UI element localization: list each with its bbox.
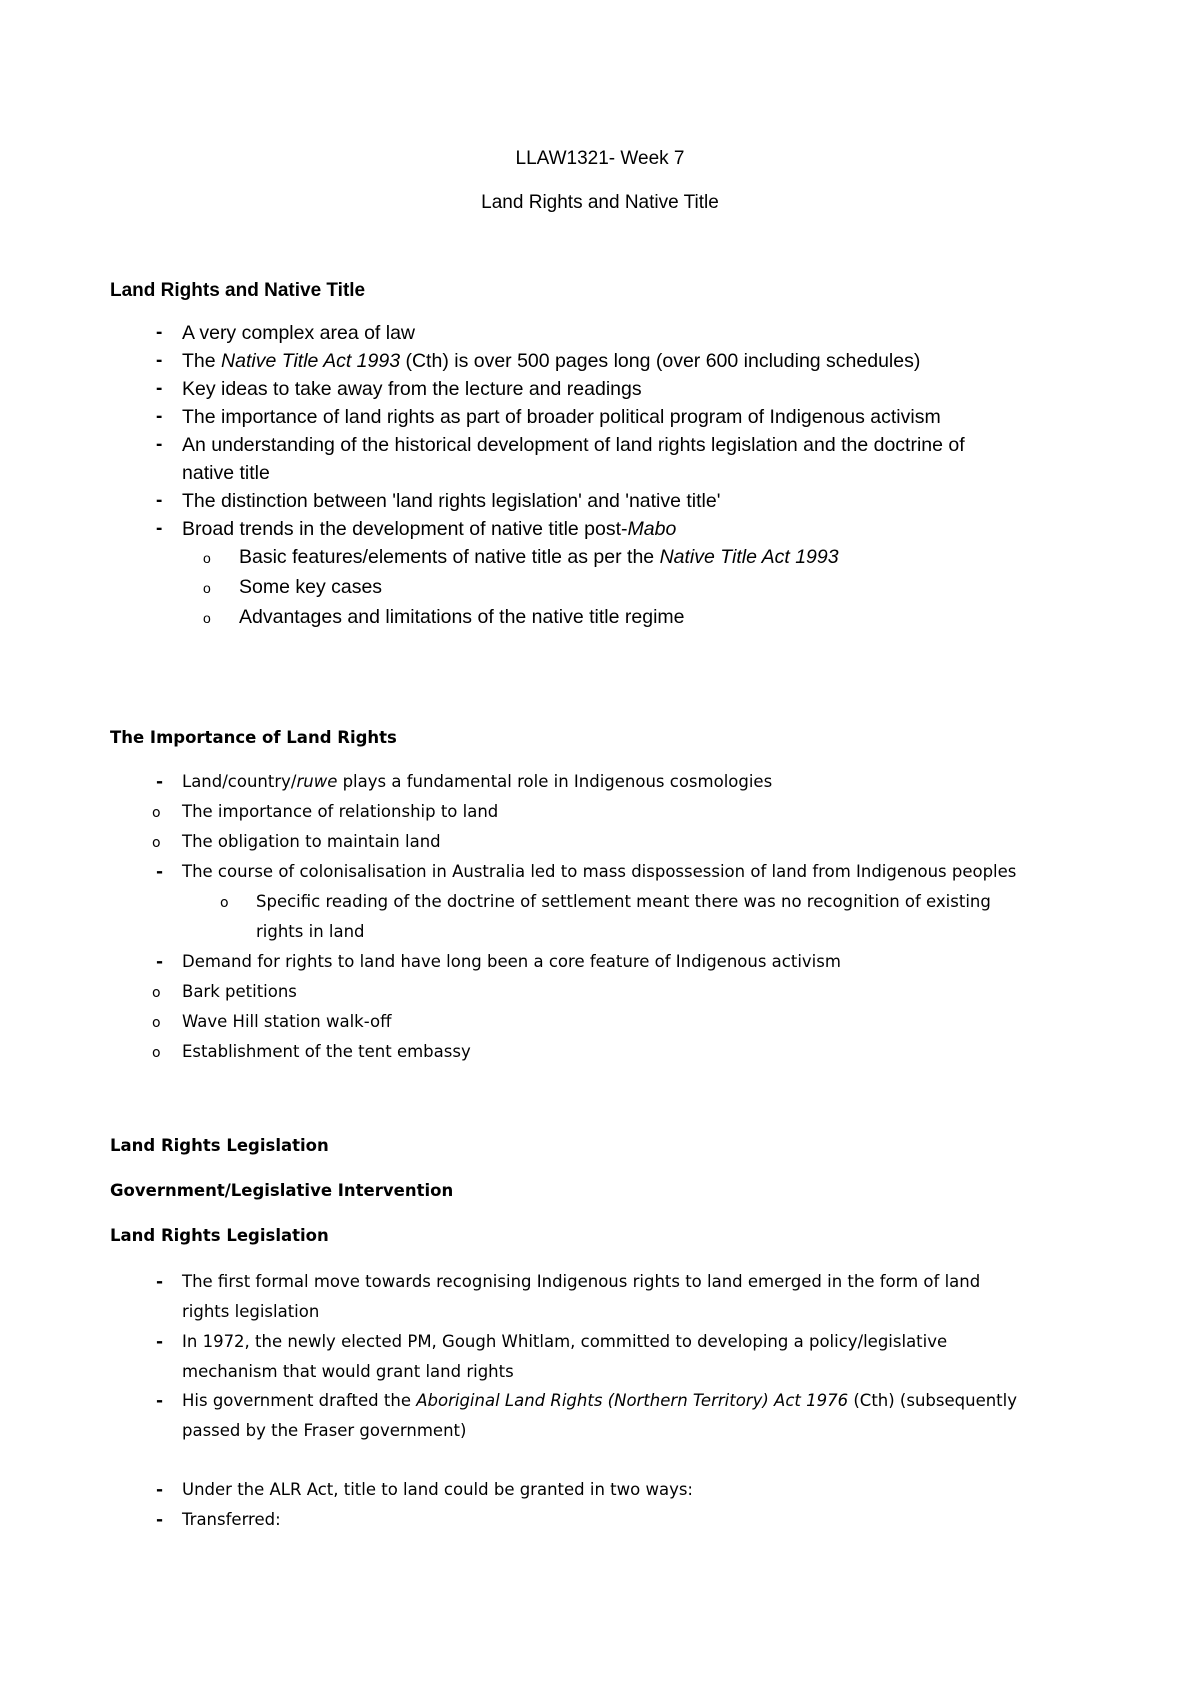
list-item — [0, 1480, 1200, 1506]
dash-marker: - — [156, 1510, 164, 1530]
list-item — [0, 1510, 1200, 1536]
dash-marker: - — [156, 406, 163, 427]
sub-list-item-continuation — [0, 922, 1200, 948]
list-item-text: His government drafted the Aboriginal Land Rights (Northern Territory) Act 1976 (Cth) (subsequently — [182, 1391, 1017, 1410]
page-subtitle: Land Rights and Native Title — [481, 192, 719, 213]
sub-list-item — [0, 892, 1200, 918]
list-item — [0, 832, 1200, 858]
section-heading-importance-of-land-rights: The Importance of Land Rights — [110, 728, 397, 747]
list-item — [0, 434, 1200, 460]
list-item-continuation — [0, 1302, 1200, 1328]
list-item-text: In 1972, the newly elected PM, Gough Whitlam, committed to developing a policy/legislative — [182, 1332, 948, 1351]
dash-marker: - — [156, 862, 164, 882]
list-item-text: Advantages and limitations of the native title regime — [239, 606, 685, 628]
section-heading-land-rights-native-title: Land Rights and Native Title — [110, 280, 366, 301]
list-item — [0, 952, 1200, 978]
circle-marker: o — [152, 1045, 161, 1061]
circle-marker: o — [203, 610, 211, 626]
sub-list-item — [0, 576, 1200, 602]
list-item-text: Broad trends in the development of native title post-Mabo — [182, 518, 677, 540]
list-item-text: Land/country/ruwe plays a fundamental role in Indigenous cosmologies — [182, 772, 773, 791]
list-item-text: Establishment of the tent embassy — [182, 1042, 471, 1061]
circle-marker: o — [152, 835, 161, 851]
list-item-text: The importance of land rights as part of broader political program of Indigenous activism — [182, 406, 941, 428]
list-item-text: Under the ALR Act, title to land could be granted in two ways: — [182, 1480, 693, 1499]
section-heading-land-rights-legislation-2: Land Rights Legislation — [110, 1226, 329, 1245]
dash-marker: - — [156, 1391, 164, 1411]
list-item — [0, 1391, 1200, 1417]
list-item — [0, 1012, 1200, 1038]
section-heading-land-rights-legislation: Land Rights Legislation — [110, 1136, 329, 1155]
list-item — [0, 350, 1200, 376]
list-item-text: The Native Title Act 1993 (Cth) is over 500 pages long (over 600 including schedules) — [182, 350, 921, 372]
list-item — [0, 982, 1200, 1008]
dash-marker: - — [156, 378, 163, 399]
list-item-text: rights in land — [256, 922, 365, 941]
dash-marker: - — [156, 490, 163, 511]
list-item-text: mechanism that would grant land rights — [182, 1362, 514, 1381]
section-heading-government-intervention: Government/Legislative Intervention — [110, 1181, 454, 1200]
dash-marker: - — [156, 322, 163, 343]
list-item-text: Bark petitions — [182, 982, 297, 1001]
circle-marker: o — [152, 985, 161, 1001]
list-item — [0, 1332, 1200, 1358]
dash-marker: - — [156, 952, 164, 972]
list-item — [0, 1272, 1200, 1298]
list-item-text: The obligation to maintain land — [182, 832, 441, 851]
list-item-text: The first formal move towards recognising Indigenous rights to land emerged in the form of land — [182, 1272, 981, 1291]
list-item — [0, 518, 1200, 544]
list-item-text: Some key cases — [239, 576, 383, 598]
sub-list-item — [0, 546, 1200, 572]
list-item — [0, 378, 1200, 404]
course-title: LLAW1321- Week 7 — [515, 148, 685, 169]
list-item-text: Key ideas to take away from the lecture and readings — [182, 378, 642, 400]
list-item-text: A very complex area of law — [182, 322, 416, 344]
list-item-text: Transferred: — [182, 1510, 281, 1529]
circle-marker: o — [203, 550, 211, 566]
list-item-text: passed by the Fraser government) — [182, 1421, 467, 1440]
sub-list-item — [0, 606, 1200, 632]
dash-marker: - — [156, 350, 163, 371]
list-item-continuation — [0, 462, 1200, 488]
list-item — [0, 490, 1200, 516]
list-item-text: rights legislation — [182, 1302, 320, 1321]
list-item-continuation — [0, 1362, 1200, 1388]
list-item-text: native title — [182, 462, 270, 484]
list-item — [0, 322, 1200, 348]
circle-marker: o — [220, 895, 229, 911]
dash-marker: - — [156, 1480, 164, 1500]
dash-marker: - — [156, 1272, 164, 1292]
list-item-text: The course of colonisalisation in Australia led to mass dispossession of land from Indigenous peoples — [182, 862, 1017, 881]
list-item-text: The importance of relationship to land — [182, 802, 499, 821]
list-item-text: Basic features/elements of native title as per the Native Title Act 1993 — [239, 546, 839, 568]
dash-marker: - — [156, 1332, 164, 1352]
circle-marker: o — [152, 1015, 161, 1031]
list-item-text: Wave Hill station walk-off — [182, 1012, 392, 1031]
list-item — [0, 772, 1200, 798]
list-item — [0, 1042, 1200, 1068]
list-item — [0, 406, 1200, 432]
list-item-text: The distinction between 'land rights legislation' and 'native title' — [182, 490, 721, 512]
list-item-text: Specific reading of the doctrine of settlement meant there was no recognition of existing — [256, 892, 991, 911]
list-item — [0, 862, 1200, 888]
circle-marker: o — [203, 580, 211, 596]
list-item-text: Demand for rights to land have long been a core feature of Indigenous activism — [182, 952, 841, 971]
dash-marker: - — [156, 772, 164, 792]
list-item-continuation — [0, 1421, 1200, 1447]
dash-marker: - — [156, 434, 163, 455]
circle-marker: o — [152, 805, 161, 821]
dash-marker: - — [156, 518, 163, 539]
list-item — [0, 802, 1200, 828]
list-item-text: An understanding of the historical development of land rights legislation and the doctrine of — [182, 434, 965, 456]
